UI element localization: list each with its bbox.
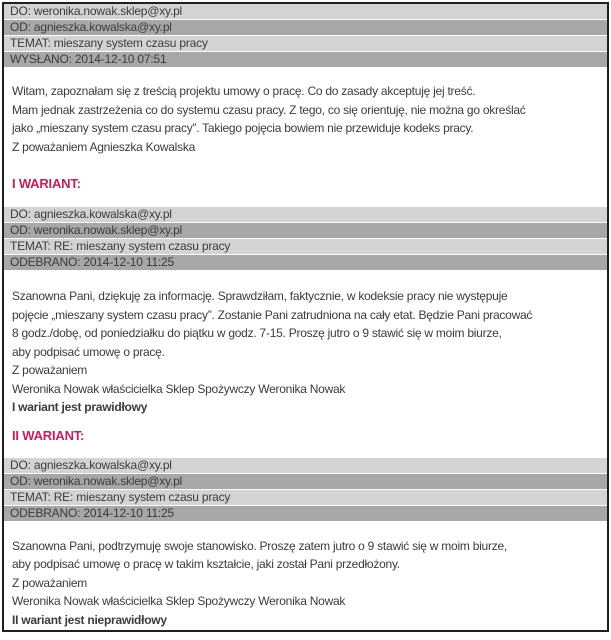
variant-2-heading: II WARIANT: bbox=[12, 427, 85, 443]
header-row-received: ODEBRANO: 2014-12-10 11:25 bbox=[4, 255, 607, 270]
header-row-from: OD: weronika.nowak.sklep@xy.pl bbox=[4, 474, 607, 489]
email-1 bbox=[4, 4, 607, 156]
email-1-header bbox=[4, 4, 607, 67]
email-2-header bbox=[4, 207, 607, 270]
email-1-body bbox=[12, 82, 605, 156]
body-line: aby podpisać umowę o pracę. bbox=[12, 344, 165, 359]
header-row-to: DO: weronika.nowak.sklep@xy.pl bbox=[4, 4, 607, 19]
email-3-body bbox=[12, 537, 605, 630]
body-line: Z poważaniem bbox=[12, 363, 88, 377]
body-line: Z poważaniem Agnieszka Kowalska bbox=[12, 139, 196, 154]
body-line: Szanowna Pani, dziękuję za informację. Sprawdziłam, faktycznie, w kodeksie pracy nie występuje bbox=[12, 289, 508, 303]
header-row-sent: WYSŁANO: 2014-12-10 07:51 bbox=[4, 52, 607, 67]
variant-2-verdict: II wariant jest nieprawidłowy bbox=[12, 612, 167, 627]
body-line: jako „mieszany system czasu pracy”. Takiego pojęcia bowiem nie przewiduje kodeks pracy. bbox=[12, 121, 474, 135]
body-line: Z poważaniem bbox=[12, 575, 88, 590]
email-2 bbox=[4, 207, 607, 417]
body-line: pojęcie „mieszany system czasu pracy”. Zostanie Pani zatrudniona na cały etat. Będzie Pani pracować bbox=[12, 307, 533, 322]
header-row-subject: TEMAT: RE: mieszany system czasu pracy bbox=[4, 239, 607, 254]
body-line: Szanowna Pani, podtrzymuję swoje stanowisko. Proszę zatem jutro o 9 stawić się w moim biurze, bbox=[12, 538, 507, 553]
header-row-from: OD: agnieszka.kowalska@xy.pl bbox=[4, 20, 607, 35]
body-line: Weronika Nowak właścicielka Sklep Spożywczy Weronika Nowak bbox=[12, 381, 346, 396]
body-line: aby podpisać umowę o pracę w takim kształcie, jaki został Pani przedłożony. bbox=[12, 557, 400, 571]
email-3-header bbox=[4, 458, 607, 521]
body-line: Witam, zapoznałam się z treścią projektu umowy o pracę. Co do zasady akceptuję jej treść. bbox=[12, 84, 476, 98]
body-line: Weronika Nowak właścicielka Sklep Spożywczy Weronika Nowak bbox=[12, 594, 346, 608]
email-thread-document bbox=[2, 2, 609, 632]
body-line: Mam jednak zastrzeżenia co do systemu czasu pracy. Z tego, co się orientuję, nie można go określać bbox=[12, 102, 526, 117]
header-row-subject: TEMAT: mieszany system czasu pracy bbox=[4, 36, 607, 51]
header-row-received: ODEBRANO: 2014-12-10 11:25 bbox=[4, 506, 607, 521]
email-3 bbox=[4, 458, 607, 630]
variant-1-heading: I WARIANT: bbox=[12, 176, 81, 191]
variant-1-verdict: I wariant jest prawidłowy bbox=[12, 400, 148, 414]
email-2-body bbox=[12, 287, 605, 417]
header-row-to: DO: agnieszka.kowalska@xy.pl bbox=[4, 458, 607, 473]
header-row-subject: TEMAT: RE: mieszany system czasu pracy bbox=[4, 490, 607, 505]
body-line: 8 godz./dobę, od poniedziałku do piątku w godz. 7-15. Proszę jutro o 9 stawić się w moim biurze, bbox=[12, 326, 502, 340]
header-row-from: OD: weronika.nowak.sklep@xy.pl bbox=[4, 223, 607, 238]
header-row-to: DO: agnieszka.kowalska@xy.pl bbox=[4, 207, 607, 222]
